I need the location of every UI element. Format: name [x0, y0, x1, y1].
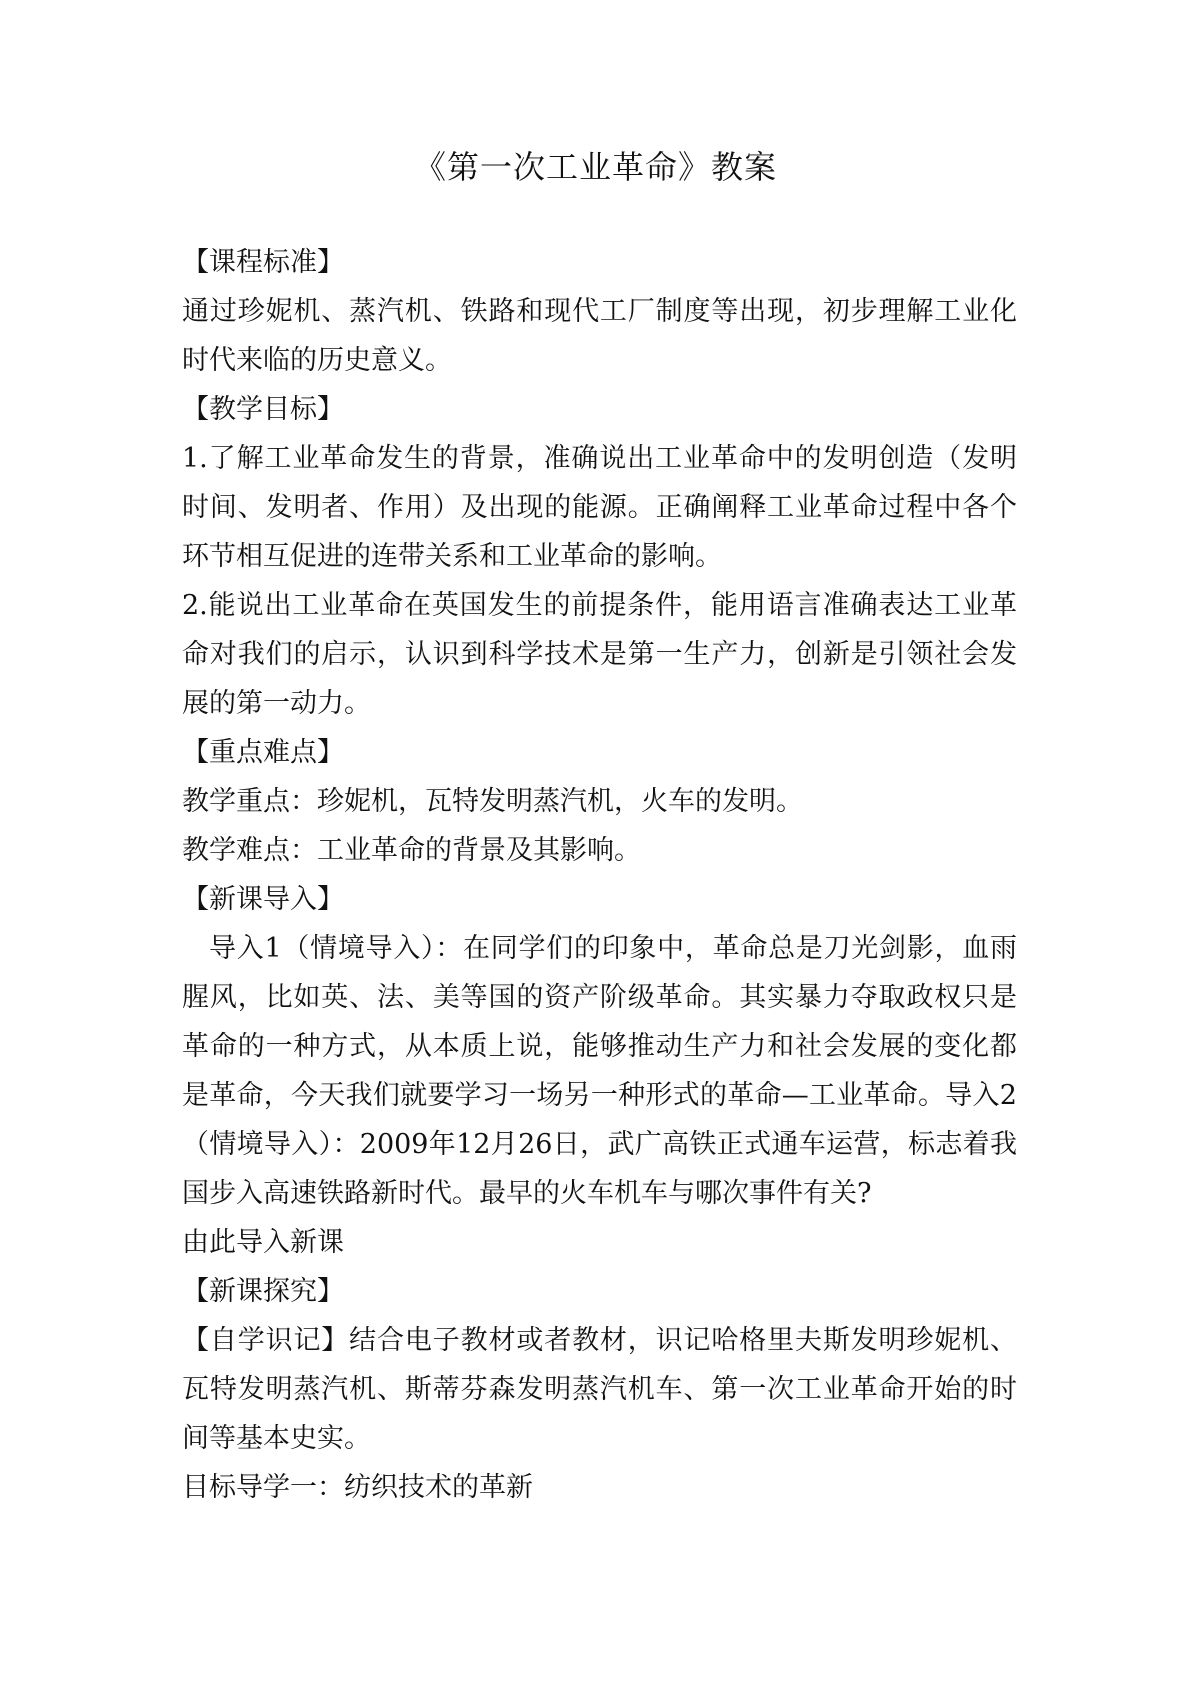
target-1-text: 目标导学一：纺织技术的革新 [182, 1472, 533, 1503]
section-heading-teaching-goals: 【教学目标】 [182, 394, 344, 425]
teaching-goal-1: 1.了解工业革命发生的背景，准确说出工业革命中的发明创造（发明时间、发明者、作用）及出现的能源。正确阐释工业革命过程中各个环节相互促进的连带关系和工业革命的影响。 [182, 443, 1017, 572]
key-point-focus: 教学重点：珍妮机，瓦特发明蒸汽机，火车的发明。 [182, 786, 803, 817]
document-title: 《第一次工业革命》教案 [413, 148, 777, 186]
teaching-goal-2: 2.能说出工业革命在英国发生的前提条件，能用语言准确表达工业革命对我们的启示，认识到科学技术是第一生产力，创新是引领社会发展的第一动力。 [182, 590, 1017, 719]
key-point-difficulty: 教学难点：工业革命的背景及其影响。 [182, 835, 641, 866]
section-heading-introduction: 【新课导入】 [182, 884, 344, 915]
introduction-closing: 由此导入新课 [182, 1227, 344, 1258]
self-study-text: 【自学识记】结合电子教材或者教材，识记哈格里夫斯发明珍妮机、瓦特发明蒸汽机、斯蒂芬森发明蒸汽机车、第一次工业革命开始的时间等基本史实。 [182, 1325, 1017, 1454]
section-heading-key-points: 【重点难点】 [182, 737, 344, 768]
introduction-text: 导入1（情境导入）：在同学们的印象中，革命总是刀光剑影，血雨腥风，比如英、法、美等国的资产阶级革命。其实暴力夺取政权只是革命的一种方式，从本质上说，能够推动生产力和社会发展的变化都是革命，今天我们就要学习一场另一种形式的革命—工业革命。导入2（情境导入）：2009年12月26日，武广高铁正式通车运营，标志着我国步入高速铁路新时代。最早的火车机车与哪次事件有关? [182, 933, 1017, 1209]
section-heading-course-standard: 【课程标准】 [182, 247, 344, 278]
section-heading-exploration: 【新课探究】 [182, 1276, 344, 1307]
course-standard-text: 通过珍妮机、蒸汽机、铁路和现代工厂制度等出现，初步理解工业化时代来临的历史意义。 [182, 296, 1017, 376]
document-body [182, 238, 1017, 1512]
